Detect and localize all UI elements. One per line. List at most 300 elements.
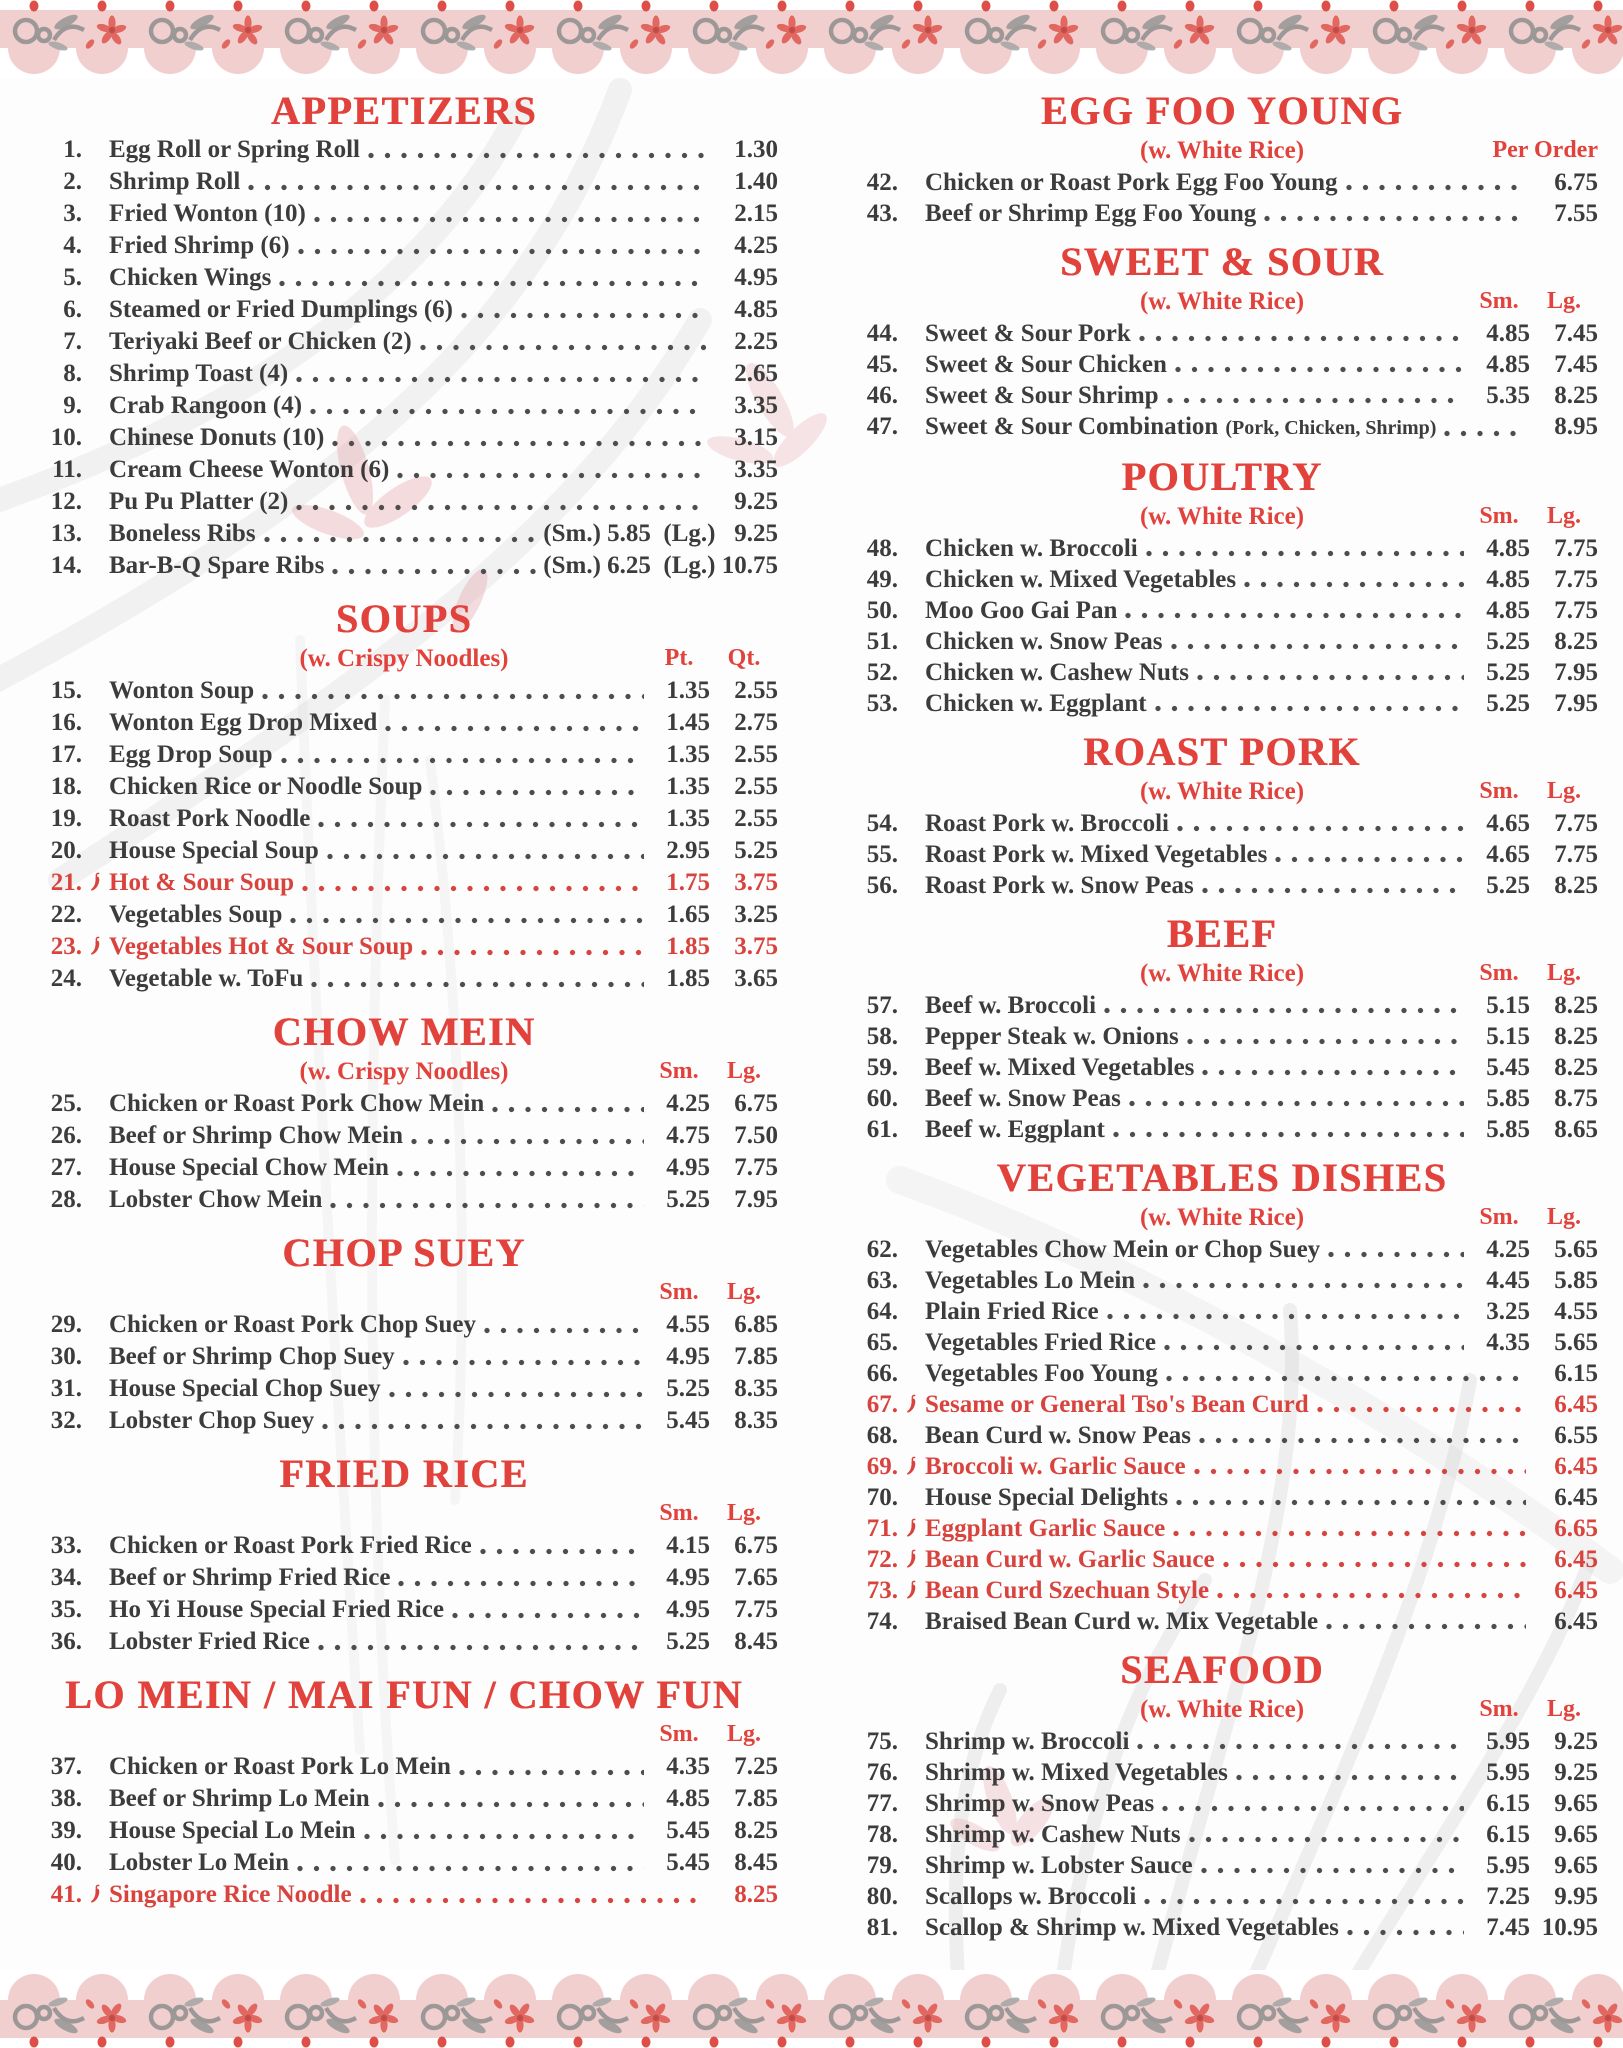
item-number: 65.: [866, 1329, 898, 1356]
price-column-labels: [1468, 1201, 1598, 1234]
menu-item-row: [30, 390, 778, 422]
item-price-large: 8.35: [734, 1375, 778, 1402]
item-number: 37.: [50, 1753, 82, 1780]
menu-item-row: [846, 1021, 1598, 1052]
item-name: Beef or Shrimp Lo Mein: [109, 1785, 370, 1812]
item-number: 79.: [866, 1852, 898, 1879]
dotted-leader: [1143, 1282, 1464, 1289]
item-number: 63.: [866, 1267, 898, 1294]
item-price-small: 5.45: [666, 1817, 710, 1844]
item-number: 35.: [50, 1596, 82, 1623]
item-price-large: 7.75: [734, 1596, 778, 1623]
item-price-large: 7.95: [1554, 659, 1598, 686]
item-name: Beef or Shrimp Egg Foo Young: [925, 200, 1257, 227]
item-name: House Special Lo Mein: [109, 1817, 356, 1844]
item-name: Pu Pu Platter (2): [109, 488, 289, 515]
section-title: LO MEIN / MAI FUN / CHOW FUN: [65, 1672, 743, 1717]
item-price-large: 2.75: [734, 709, 778, 736]
dotted-leader: [459, 1769, 644, 1776]
dotted-leader: [296, 376, 706, 383]
menu-section: [846, 1155, 1598, 1637]
item-price-small: 4.35: [1486, 1329, 1530, 1356]
item-number: 1.: [63, 136, 82, 163]
item-price-small: 1.85: [666, 933, 710, 960]
item-number: 60.: [866, 1085, 898, 1112]
menu-item-row: [30, 1309, 778, 1341]
item-number: 16.: [50, 709, 82, 736]
item-name: Vegetables Chow Mein or Chop Suey: [925, 1236, 1321, 1263]
item-price-small: 4.95: [666, 1154, 710, 1181]
item-price-small: 1.35: [666, 773, 710, 800]
dotted-leader: [1444, 430, 1526, 437]
item-name: Egg Roll or Spring Roll: [109, 136, 360, 163]
item-price-large: 5.25: [734, 837, 778, 864]
item-number: 24.: [50, 965, 82, 992]
chili-pepper-icon: [82, 932, 109, 954]
section-subtitle: (w. White Rice): [1139, 778, 1305, 805]
price-col-label-large: Lg.: [726, 1721, 761, 1747]
item-name: Bean Curd w. Snow Peas: [925, 1422, 1192, 1449]
menu-item-row: [846, 688, 1598, 719]
dotted-leader: [1146, 550, 1464, 557]
item-name: Ho Yi House Special Fried Rice: [109, 1596, 444, 1623]
dotted-leader: [1244, 581, 1464, 588]
item-price-small: 1.85: [666, 965, 710, 992]
item-name: Braised Bean Curd w. Mix Vegetable: [925, 1608, 1319, 1635]
menu-section: [30, 1230, 778, 1437]
item-name: House Special Chow Mein: [109, 1154, 389, 1181]
section-subline: [30, 1055, 778, 1088]
item-price-large: 7.85: [734, 1343, 778, 1370]
menu-item-row: [30, 1530, 778, 1562]
item-price-large: 9.25: [1554, 1759, 1598, 1786]
price-col-label-large: Qt.: [727, 645, 761, 671]
item-name: Beef or Shrimp Fried Rice: [109, 1564, 391, 1591]
price-column-labels: [1468, 1693, 1598, 1726]
item-name: Shrimp w. Broccoli: [925, 1728, 1130, 1755]
dotted-leader: [1176, 1499, 1526, 1506]
item-price-small: 5.25: [1486, 872, 1530, 899]
item-name: Shrimp w. Mixed Vegetables: [925, 1759, 1228, 1786]
item-number: 80.: [866, 1883, 898, 1910]
menu-item-row: [30, 1594, 778, 1626]
item-number: 14.: [50, 552, 82, 579]
item-number: 40.: [50, 1849, 82, 1876]
item-number: 31.: [50, 1375, 82, 1402]
item-number: 51.: [866, 628, 898, 655]
menu-item-row: [846, 1265, 1598, 1296]
dotted-leader: [1113, 1131, 1464, 1138]
section-title: SWEET & SOUR: [1059, 239, 1384, 284]
item-name: Beef w. Mixed Vegetables: [925, 1054, 1195, 1081]
item-number: 42.: [866, 169, 898, 196]
price-col-label-small: Sm.: [1479, 288, 1519, 314]
dotted-leader: [385, 725, 644, 732]
menu-item-row: [30, 166, 778, 198]
item-name: Shrimp Roll: [109, 168, 241, 195]
item-price-large: 6.45: [1554, 1577, 1598, 1604]
item-price-small: 4.75: [666, 1122, 710, 1149]
section-subtitle: (w. White Rice): [1139, 1204, 1305, 1231]
item-price-large: 5.65: [1554, 1236, 1598, 1263]
item-name: Steamed or Fried Dumplings (6): [109, 296, 453, 323]
menu-item-row: [30, 771, 778, 803]
menu-item-row: [30, 803, 778, 835]
menu-item-row: [30, 675, 778, 707]
menu-section: [30, 1009, 778, 1216]
item-price-large: 10.95: [1541, 1914, 1598, 1941]
item-price-large: 8.95: [1554, 413, 1598, 440]
section-title: APPETIZERS: [270, 88, 538, 133]
item-price-large: 8.25: [734, 1881, 778, 1908]
item-number: 53.: [866, 690, 898, 717]
dotted-leader: [1223, 1561, 1526, 1568]
dotted-leader: [248, 184, 706, 191]
item-number: 39.: [50, 1817, 82, 1844]
item-price-small: 4.35: [666, 1753, 710, 1780]
item-price-large: 8.25: [1554, 872, 1598, 899]
item-number: 72.: [866, 1546, 898, 1573]
chili-pepper-icon: [898, 1514, 925, 1536]
item-number: 19.: [50, 805, 82, 832]
section-subtitle: (w. White Rice): [1139, 960, 1305, 987]
dotted-leader: [1144, 1898, 1464, 1905]
menu-item-row: [30, 1751, 778, 1783]
item-name: Cream Cheese Wonton (6): [109, 456, 390, 483]
item-number: 81.: [866, 1914, 898, 1941]
price-column-labels: [1468, 285, 1598, 318]
price-col-label-small: Sm.: [1479, 1696, 1519, 1722]
price-col-label-large: Lg.: [1546, 778, 1581, 804]
dotted-leader: [389, 1391, 644, 1398]
item-number: 27.: [50, 1154, 82, 1181]
dotted-leader: [318, 1644, 644, 1651]
item-number: 3.: [63, 200, 82, 227]
item-number: 26.: [50, 1122, 82, 1149]
dotted-leader: [1129, 1100, 1464, 1107]
item-number: 5.: [63, 264, 82, 291]
item-price-large: 8.25: [1554, 1023, 1598, 1050]
item-price-large: 7.95: [734, 1186, 778, 1213]
item-price-small: 5.25: [1486, 690, 1530, 717]
dotted-leader: [378, 1801, 644, 1808]
item-price-large: 3.35: [734, 456, 778, 483]
menu-item-row: [30, 518, 778, 550]
item-price-large: 3.75: [734, 869, 778, 896]
section-title: VEGETABLES DISHES: [996, 1155, 1448, 1200]
item-price-large: 3.35: [734, 392, 778, 419]
section-subline: [846, 1693, 1598, 1726]
item-name: Lobster Chop Suey: [109, 1407, 315, 1434]
item-number: 46.: [866, 382, 898, 409]
item-price-large: 7.25: [734, 1753, 778, 1780]
item-price-small: 5.25: [1486, 628, 1530, 655]
menu-section: [846, 911, 1598, 1145]
menu-item-row: [30, 294, 778, 326]
item-name: Roast Pork Noodle: [109, 805, 311, 832]
item-number: 22.: [50, 901, 82, 928]
item-price-small: 1.35: [666, 741, 710, 768]
item-price-large: 9.65: [1554, 1852, 1598, 1879]
price-col-label-small: Sm.: [1479, 503, 1519, 529]
item-price-small: 1.75: [666, 869, 710, 896]
item-name: Hot & Sour Soup: [109, 869, 295, 896]
item-price-small: 4.85: [1486, 535, 1530, 562]
item-number: 47.: [866, 413, 898, 440]
item-number: 50.: [866, 597, 898, 624]
menu-item-row: [846, 380, 1598, 411]
dotted-leader: [1326, 1623, 1526, 1630]
item-number: 56.: [866, 872, 898, 899]
menu-item-row: [846, 1850, 1598, 1881]
item-price-large: 9.25: [734, 488, 778, 515]
menu-item-row: [846, 1788, 1598, 1819]
item-price-large: 6.45: [1554, 1608, 1598, 1635]
section-subline: [30, 642, 778, 675]
section-subline: [846, 500, 1598, 533]
menu-item-row: [846, 626, 1598, 657]
chili-pepper-icon: [898, 1545, 925, 1567]
item-name: Sweet & Sour Shrimp: [925, 382, 1159, 409]
section-subtitle: (w. White Rice): [1139, 1696, 1305, 1723]
price-column-labels: [1468, 500, 1598, 533]
item-number: 76.: [866, 1759, 898, 1786]
item-name: Shrimp w. Cashew Nuts: [925, 1821, 1181, 1848]
menu-left-column: [30, 88, 778, 1925]
item-price-large: 6.85: [734, 1311, 778, 1338]
item-name: Sweet & Sour Pork: [925, 320, 1131, 347]
item-price-large: 6.65: [1554, 1515, 1598, 1542]
item-price-small: 5.25: [666, 1628, 710, 1655]
item-price-small: 3.25: [1486, 1298, 1530, 1325]
dotted-leader: [398, 1580, 644, 1587]
item-price-small: 5.85: [1486, 1116, 1530, 1143]
item-price-large: 4.55: [1554, 1298, 1598, 1325]
item-number: 34.: [50, 1564, 82, 1591]
item-number: 70.: [866, 1484, 898, 1511]
item-price-small: 5.45: [666, 1849, 710, 1876]
item-number: 66.: [866, 1360, 898, 1387]
dotted-leader: [1194, 1468, 1526, 1475]
menu-item-row: [846, 657, 1598, 688]
item-number: 10.: [50, 424, 82, 451]
item-price-small: 5.25: [666, 1186, 710, 1213]
item-name: Shrimp w. Lobster Sauce: [925, 1852, 1193, 1879]
item-number: 23.: [50, 933, 82, 960]
price-col-label-large: Lg.: [1546, 1204, 1581, 1230]
dotted-leader: [296, 504, 706, 511]
item-price-large: 8.25: [734, 1817, 778, 1844]
menu-item-row: [30, 1783, 778, 1815]
menu-item-row: [846, 1606, 1598, 1637]
price-col-label-large: Per Order: [1492, 137, 1598, 163]
item-name: Chicken w. Mixed Vegetables: [925, 566, 1237, 593]
item-price-large: 6.45: [1554, 1453, 1598, 1480]
item-price-small: 6.15: [1486, 1821, 1530, 1848]
chili-pepper-icon: [82, 1880, 109, 1902]
item-price-large: 6.55: [1554, 1422, 1598, 1449]
item-price-large: 7.75: [1554, 841, 1598, 868]
item-price-large: 4.85: [734, 296, 778, 323]
dotted-leader: [1139, 335, 1464, 342]
menu-item-row: [846, 198, 1598, 229]
dotted-leader: [420, 344, 706, 351]
item-name: Vegetables Soup: [109, 901, 283, 928]
item-price-small: 4.85: [666, 1785, 710, 1812]
price-col-label-small: Sm.: [659, 1721, 699, 1747]
price-col-label-large: Lg.: [726, 1500, 761, 1526]
section-title: POULTRY: [1121, 454, 1323, 499]
menu-section: [30, 1672, 778, 1911]
item-price-small: 4.55: [666, 1311, 710, 1338]
menu-section: [846, 88, 1598, 229]
section-subtitle: (w. White Rice): [1139, 503, 1305, 530]
section-title: SEAFOOD: [1120, 1647, 1324, 1692]
item-price-small: 1.35: [666, 805, 710, 832]
item-name: Plain Fried Rice: [925, 1298, 1099, 1325]
menu-item-row: [846, 990, 1598, 1021]
menu-item-row: [30, 1815, 778, 1847]
dotted-leader: [1175, 366, 1464, 373]
item-price-small: 4.45: [1486, 1267, 1530, 1294]
item-number: 62.: [866, 1236, 898, 1263]
item-name: Roast Pork w. Mixed Vegetables: [925, 841, 1268, 868]
item-name: Bean Curd Szechuan Style: [925, 1577, 1210, 1604]
menu-section: [846, 239, 1598, 444]
dotted-leader: [311, 981, 644, 988]
item-price-large: 3.15: [734, 424, 778, 451]
decorative-floral-border-top: [0, 0, 1623, 78]
item-price-large: 7.55: [1554, 200, 1598, 227]
item-number: 44.: [866, 320, 898, 347]
item-number: 45.: [866, 351, 898, 378]
item-price-large: 2.55: [734, 773, 778, 800]
item-number: 64.: [866, 1298, 898, 1325]
item-price-large: 6.15: [1554, 1360, 1598, 1387]
section-title: BEEF: [1166, 911, 1278, 956]
dotted-leader: [1275, 856, 1464, 863]
item-name: Roast Pork w. Broccoli: [925, 810, 1169, 837]
section-subline: [846, 775, 1598, 808]
item-number: 29.: [50, 1311, 82, 1338]
menu-item-row: [30, 358, 778, 390]
menu-item-row: [30, 1184, 778, 1216]
dotted-leader: [1346, 184, 1526, 191]
price-col-label-large: Lg.: [1546, 960, 1581, 986]
item-price-large: 7.45: [1554, 320, 1598, 347]
item-number: 20.: [50, 837, 82, 864]
decorative-floral-border-bottom: [0, 1970, 1623, 2048]
item-number: 78.: [866, 1821, 898, 1848]
dotted-leader: [364, 1833, 644, 1840]
item-price-large: 8.45: [734, 1849, 778, 1876]
item-name: Scallops w. Broccoli: [925, 1883, 1137, 1910]
item-price-large: 9.65: [1554, 1790, 1598, 1817]
item-number: 33.: [50, 1532, 82, 1559]
item-name: Beef w. Snow Peas: [925, 1085, 1121, 1112]
item-number: 52.: [866, 659, 898, 686]
item-price-large: 2.55: [734, 677, 778, 704]
item-price-small: 4.95: [666, 1343, 710, 1370]
item-price-large: 2.15: [734, 200, 778, 227]
dotted-leader: [298, 248, 706, 255]
item-price-large: 7.75: [1554, 810, 1598, 837]
menu-item-row: [30, 1405, 778, 1437]
dotted-leader: [1187, 1038, 1464, 1045]
item-number: 54.: [866, 810, 898, 837]
price-column-labels: [648, 642, 778, 675]
item-number: 28.: [50, 1186, 82, 1213]
menu-item-row: [846, 870, 1598, 901]
item-price-large: 6.45: [1554, 1484, 1598, 1511]
item-name: Lobster Lo Mein: [109, 1849, 290, 1876]
item-price-large: 1.40: [734, 168, 778, 195]
item-number: 21.: [50, 869, 82, 896]
chili-pepper-icon: [898, 1452, 925, 1474]
dotted-leader: [279, 280, 706, 287]
menu-item-row: [30, 1879, 778, 1911]
item-price-small: 7.25: [1486, 1883, 1530, 1910]
section-subline: [846, 957, 1598, 990]
item-name: Sweet & Sour Combination: [925, 413, 1219, 440]
menu-item-row: [846, 1513, 1598, 1544]
item-price-large: 8.75: [1554, 1085, 1598, 1112]
menu-section: [846, 729, 1598, 901]
item-number: 13.: [50, 520, 82, 547]
menu-item-row: [846, 1482, 1598, 1513]
menu-item-row: [30, 454, 778, 486]
item-name: Vegetables Hot & Sour Soup: [109, 933, 414, 960]
dotted-leader: [322, 1423, 644, 1430]
item-name: Chicken or Roast Pork Chop Suey: [109, 1311, 476, 1338]
item-name: Crab Rangoon (4): [109, 392, 303, 419]
menu-item-row: [846, 808, 1598, 839]
item-name: Chinese Donuts (10): [109, 424, 325, 451]
item-number: 77.: [866, 1790, 898, 1817]
item-price-large: 6.75: [734, 1532, 778, 1559]
dotted-leader: [1202, 887, 1464, 894]
item-name: Lobster Fried Rice: [109, 1628, 310, 1655]
section-subline: [846, 134, 1598, 167]
item-price-small: 5.15: [1486, 992, 1530, 1019]
section-title: EGG FOO YOUNG: [1040, 88, 1404, 133]
item-number: 48.: [866, 535, 898, 562]
item-name: Chicken w. Broccoli: [925, 535, 1138, 562]
dotted-leader: [330, 1202, 644, 1209]
item-price-large: 6.75: [1554, 169, 1598, 196]
item-price-large: 2.65: [734, 360, 778, 387]
item-price-large: 8.25: [1554, 992, 1598, 1019]
dotted-leader: [1107, 1313, 1464, 1320]
price-col-label-small: Sm.: [659, 1500, 699, 1526]
item-name: Chicken or Roast Pork Lo Mein: [109, 1753, 451, 1780]
item-name: Broccoli w. Garlic Sauce: [925, 1453, 1186, 1480]
menu-section: [30, 1451, 778, 1658]
menu-item-row: [846, 1389, 1598, 1420]
item-price-small: 5.45: [1486, 1054, 1530, 1081]
dotted-leader: [1197, 674, 1464, 681]
menu-section: [846, 454, 1598, 719]
item-price-large: 8.25: [1554, 1054, 1598, 1081]
item-name: House Special Soup: [109, 837, 319, 864]
item-price-small: 5.25: [1486, 659, 1530, 686]
item-price-large: 8.45: [734, 1628, 778, 1655]
item-price-small: 7.45: [1486, 1914, 1530, 1941]
item-number: 59.: [866, 1054, 898, 1081]
item-number: 71.: [866, 1515, 898, 1542]
item-number: 25.: [50, 1090, 82, 1117]
price-col-label-small: Pt.: [664, 645, 694, 671]
